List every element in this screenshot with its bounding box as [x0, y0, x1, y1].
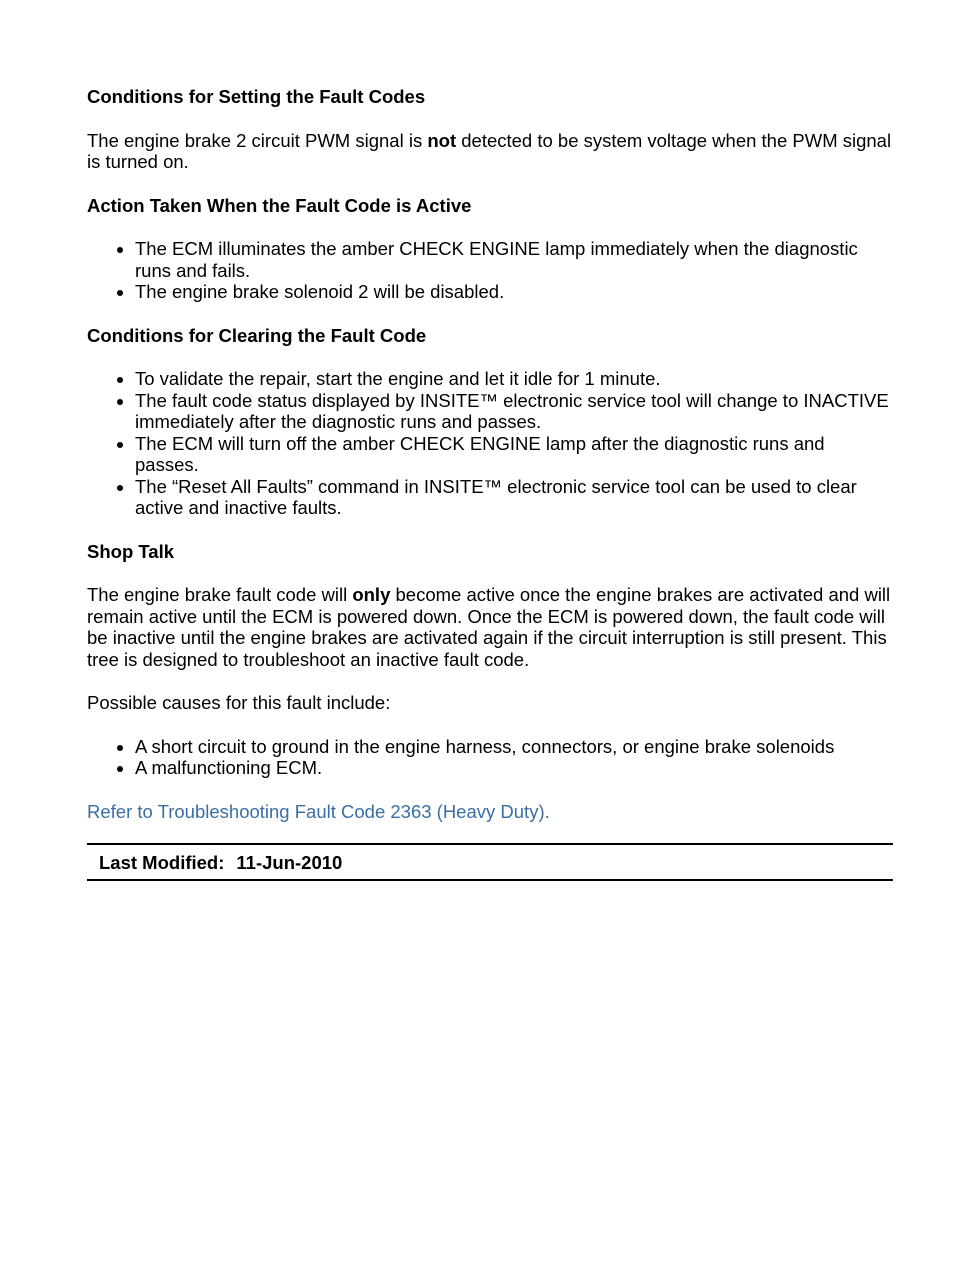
setting-heading: Conditions for Setting the Fault Codes — [87, 86, 426, 107]
troubleshooting-link[interactable]: Refer to Troubleshooting Fault Code 2363 (Heavy Duty). — [87, 800, 550, 822]
shop-talk-heading: Shop Talk — [87, 540, 175, 562]
list-item: A short circuit to ground in the engine harness, connectors, or engine brake solenoids — [135, 736, 893, 758]
list-item: To validate the repair, start the engine and let it idle for 1 minute. — [135, 368, 893, 390]
causes-intro: Possible causes for this fault include: — [87, 692, 391, 713]
setting-bold-not: not — [427, 129, 457, 151]
document-page — [87, 86, 893, 881]
list-item: The “Reset All Faults” command in INSITE™ electronic service tool can be used to clear active and inactive faults. — [135, 476, 893, 519]
action-heading: Action Taken When the Fault Code is Active — [87, 194, 472, 216]
list-item: The ECM will turn off the amber CHECK ENGINE lamp after the diagnostic runs and passes. — [135, 433, 893, 476]
clearing-list — [87, 368, 893, 519]
shop-talk-paragraph: The engine brake fault code will only become active once the engine brakes are activated and will remain active until the ECM is powered down. Once the ECM is powered down, the fault code will be inactive until the engine brakes are activated again if the circuit interruption is still present. This tree is designed to troubleshoot an inactive fault code. — [87, 584, 891, 670]
clearing-heading: Conditions for Clearing the Fault Code — [87, 324, 427, 346]
last-modified-bar — [87, 843, 893, 881]
action-list — [87, 238, 893, 303]
causes-list — [87, 736, 893, 779]
list-item: The fault code status displayed by INSITE™ electronic service tool will change to INACTIVE immediately after the diagnostic runs and passes. — [135, 390, 893, 433]
list-item: The engine brake solenoid 2 will be disabled. — [135, 281, 893, 303]
list-item: The ECM illuminates the amber CHECK ENGINE lamp immediately when the diagnostic runs and fails. — [135, 238, 893, 281]
last-modified-label: Last Modified: — [99, 852, 225, 873]
last-modified-date: 11-Jun-2010 — [236, 852, 343, 873]
list-item: A malfunctioning ECM. — [135, 757, 893, 779]
shop-talk-bold-only: only — [352, 584, 391, 605]
setting-paragraph: The engine brake 2 circuit PWM signal is not detected to be system voltage when the PWM signal is turned on. — [87, 129, 892, 172]
